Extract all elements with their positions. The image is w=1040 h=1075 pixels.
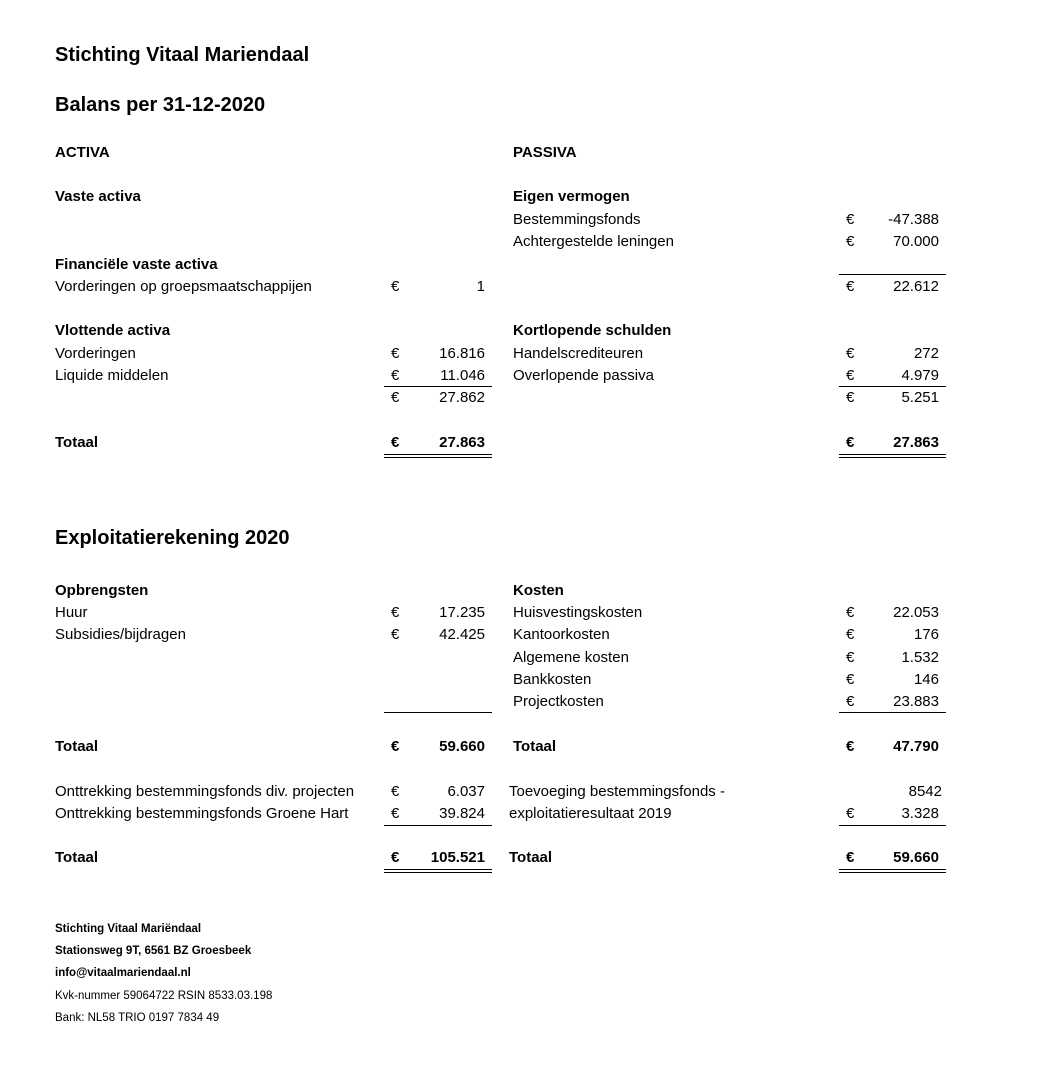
row-value: 146 — [913, 671, 939, 688]
row-value: 70.000 — [893, 233, 939, 250]
currency-symbol: € — [391, 278, 400, 295]
row-label: Bankkosten — [513, 671, 592, 688]
currency-symbol: € — [391, 849, 400, 866]
subtotal-rule — [839, 274, 946, 275]
currency-symbol: € — [846, 849, 855, 866]
activa-current-subtotal: 27.862 — [439, 389, 485, 406]
row-label: Subsidies/bijdragen — [55, 626, 186, 643]
row-label: Overlopende passiva — [513, 367, 654, 384]
total-double-rule — [839, 454, 946, 458]
row-value: 39.824 — [439, 805, 485, 822]
row-value: 1 — [476, 278, 485, 295]
row-value: 11.046 — [440, 367, 485, 384]
row-label: Liquide middelen — [55, 367, 169, 384]
currency-symbol: € — [391, 738, 400, 755]
row-label: exploitatieresultaat 2019 — [509, 805, 672, 822]
row-label: Vorderingen — [55, 345, 136, 362]
kortlopende-schulden-heading: Kortlopende schulden — [513, 322, 672, 339]
currency-symbol: € — [391, 434, 400, 451]
vlottende-activa-heading: Vlottende activa — [55, 322, 171, 339]
currency-symbol: € — [846, 211, 855, 228]
row-value: 272 — [913, 345, 939, 362]
footer-bank: Bank: NL58 TRIO 0197 7834 49 — [55, 1012, 220, 1024]
row-value: 3.328 — [901, 805, 939, 822]
revenue-grand-total-label: Totaal — [55, 849, 99, 866]
costs-total-label: Totaal — [513, 738, 557, 755]
currency-symbol: € — [846, 233, 855, 250]
vaste-activa-heading: Vaste activa — [55, 188, 141, 205]
total-double-rule — [839, 869, 946, 873]
total-double-rule — [384, 869, 492, 873]
activa-heading: ACTIVA — [55, 144, 110, 161]
currency-symbol: € — [391, 626, 400, 643]
row-value: 1.532 — [901, 649, 939, 666]
footer-kvk: Kvk-nummer 59064722 RSIN 8533.03.198 — [55, 990, 273, 1002]
footer-address: Stationsweg 9T, 6561 BZ Groesbeek — [55, 945, 252, 957]
row-label: Huisvestingskosten — [513, 604, 643, 621]
activa-total: 27.863 — [439, 434, 485, 451]
currency-symbol: € — [846, 345, 855, 362]
footer-email[interactable]: info@vitaalmariendaal.nl — [55, 967, 191, 979]
organization-title: Stichting Vitaal Mariendaal — [55, 44, 310, 66]
row-value: 23.883 — [893, 693, 939, 710]
equity-subtotal: 22.612 — [893, 278, 939, 295]
balance-title: Balans per 31-12-2020 — [55, 94, 266, 116]
row-value: 42.425 — [439, 626, 485, 643]
eigen-vermogen-heading: Eigen vermogen — [513, 188, 630, 205]
row-label: Onttrekking bestemmingsfonds div. projecten — [55, 783, 355, 800]
subtotal-rule — [839, 712, 946, 713]
row-value: 17.235 — [439, 604, 485, 621]
currency-symbol: € — [846, 278, 855, 295]
currency-symbol: € — [846, 626, 855, 643]
row-label: Onttrekking bestemmingsfonds Groene Hart — [55, 805, 349, 822]
currency-symbol: € — [846, 434, 855, 451]
currency-symbol: € — [846, 671, 855, 688]
opbrengsten-heading: Opbrengsten — [55, 582, 149, 599]
row-label: Toevoeging bestemmingsfonds - — [509, 783, 725, 800]
row-value: 4.979 — [901, 367, 939, 384]
row-value: 6.037 — [447, 783, 485, 800]
row-label: Kantoorkosten — [513, 626, 610, 643]
subtotal-rule — [839, 386, 946, 387]
financiele-vaste-activa-heading: Financiële vaste activa — [55, 256, 218, 273]
currency-symbol: € — [846, 693, 855, 710]
currency-symbol: € — [391, 367, 400, 384]
subtotal-rule — [384, 386, 492, 387]
row-value: 8542 — [908, 783, 942, 800]
row-label: Achtergestelde leningen — [513, 233, 674, 250]
row-label: Handelscrediteuren — [513, 345, 644, 362]
currency-symbol: € — [391, 783, 400, 800]
row-label: Vorderingen op groepsmaatschappijen — [55, 278, 312, 295]
costs-grand-total: 59.660 — [893, 849, 939, 866]
passiva-heading: PASSIVA — [513, 144, 577, 161]
currency-symbol: € — [846, 604, 855, 621]
row-value: -47.388 — [888, 211, 939, 228]
row-label: Algemene kosten — [513, 649, 629, 666]
row-value: 16.816 — [439, 345, 485, 362]
currency-symbol: € — [846, 805, 855, 822]
passiva-total: 27.863 — [893, 434, 939, 451]
row-label: Huur — [55, 604, 88, 621]
total-double-rule — [384, 454, 492, 458]
costs-total: 47.790 — [893, 738, 939, 755]
costs-grand-total-label: Totaal — [509, 849, 553, 866]
revenue-grand-total: 105.521 — [430, 849, 485, 866]
subtotal-rule — [839, 825, 946, 826]
kosten-heading: Kosten — [513, 582, 564, 599]
row-value: 176 — [913, 626, 939, 643]
row-label: Bestemmingsfonds — [513, 211, 641, 228]
currency-symbol: € — [391, 389, 400, 406]
debt-subtotal: 5.251 — [901, 389, 939, 406]
subtotal-rule — [384, 825, 492, 826]
footer-name: Stichting Vitaal Mariëndaal — [55, 923, 202, 935]
exploitation-title: Exploitatierekening 2020 — [55, 527, 290, 549]
row-label: Projectkosten — [513, 693, 604, 710]
currency-symbol: € — [846, 738, 855, 755]
currency-symbol: € — [846, 367, 855, 384]
activa-total-label: Totaal — [55, 434, 99, 451]
currency-symbol: € — [846, 649, 855, 666]
row-value: 22.053 — [893, 604, 939, 621]
currency-symbol: € — [391, 345, 400, 362]
currency-symbol: € — [846, 389, 855, 406]
subtotal-rule — [384, 712, 492, 713]
currency-symbol: € — [391, 604, 400, 621]
revenue-total: 59.660 — [439, 738, 485, 755]
revenue-total-label: Totaal — [55, 738, 99, 755]
currency-symbol: € — [391, 805, 400, 822]
